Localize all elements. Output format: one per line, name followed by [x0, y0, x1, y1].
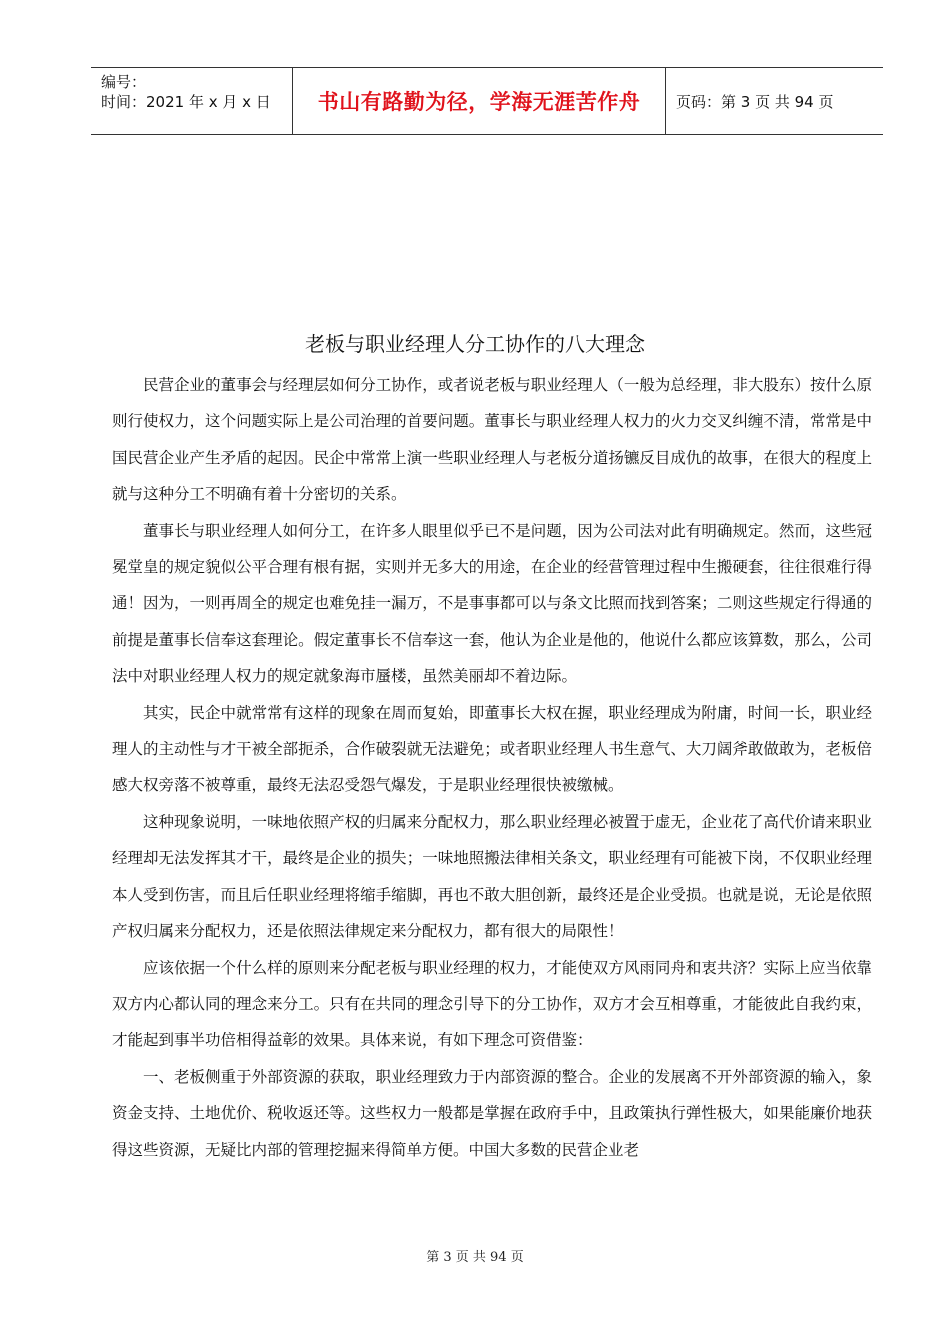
- header-page-info: 页码：第 3 页 共 94 页: [676, 92, 834, 111]
- body-paragraph: 应该依据一个什么样的原则来分配老板与职业经理的权力，才能使双方风雨同舟和衷共济？实际上应当依靠双方内心都认同的理念来分工。只有在共同的理念引导下的分工协作，双方才会互相尊重，才能彼此自我约束，才能起到事半功倍相得益彰的效果。具体来说，有如下理念可资借鉴：: [112, 958, 872, 1050]
- header-meta-cell: [91, 68, 293, 134]
- header-motto: 书山有路勤为径，学海无涯苦作舟: [293, 68, 666, 134]
- body-paragraph: 一、老板侧重于外部资源的获取，职业经理致力于内部资源的整合。企业的发展离不开外部资源的输入，象资金支持、土地优价、税收返还等。这些权力一般都是掌握在政府手中，且政策执行弹性极大，如果能廉价地获得这些资源，无疑比内部的管理挖掘来得简单方便。中国大多数的民营企业老: [112, 1067, 872, 1159]
- document-number-label: 编号：: [101, 73, 147, 91]
- document-header: [91, 67, 883, 135]
- document-body: [112, 367, 872, 1168]
- document-title: 老板与职业经理人分工协作的八大理念: [305, 332, 645, 356]
- body-paragraph: 董事长与职业经理人如何分工，在许多人眼里似乎已不是问题，因为公司法对此有明确规定。然而，这些冠冕堂皇的规定貌似公平合理有根有据，实则并无多大的用途，在企业的经营管理过程中生搬硬套，往往很难行得通！因为，一则再周全的规定也难免挂一漏万，不是事事都可以与条文比照而找到答案；二则这些规定行得通的前提是董事长信奉这套理论。假定董事长不信奉这一套，他认为企业是他的，他说什么都应该算数，那么，公司法中对职业经理人权力的规定就象海市蜃楼，虽然美丽却不着边际。: [112, 521, 872, 686]
- page-footer: 第 3 页 共 94 页: [426, 1250, 524, 1265]
- body-paragraph: 这种现象说明，一味地依照产权的归属来分配权力，那么职业经理必被置于虚无，企业花了高代价请来职业经理却无法发挥其才干，最终是企业的损失；一味地照搬法律相关条文，职业经理有可能被下岗，不仅职业经理本人受到伤害，而且后任职业经理将缩手缩脚，再也不敢大胆创新，最终还是企业受损。也就是说，无论是依照产权归属来分配权力，还是依照法律规定来分配权力，都有很大的局限性！: [112, 812, 872, 941]
- body-paragraph: 民营企业的董事会与经理层如何分工协作，或者说老板与职业经理人（一般为总经理，非大股东）按什么原则行使权力，这个问题实际上是公司治理的首要问题。董事长与职业经理人权力的火力交叉纠缠不清，常常是中国民营企业产生矛盾的起因。民企中常常上演一些职业经理人与老板分道扬镳反目成仇的故事，在很大的程度上就与这种分工不明确有着十分密切的关系。: [112, 376, 872, 504]
- body-paragraph: 其实，民企中就常常有这样的现象在周而复始，即董事长大权在握，职业经理成为附庸，时间一长，职业经理人的主动性与才干被全部扼杀，合作破裂就无法避免；或者职业经理人书生意气、大刀阔斧敢做敢为，老板倍感大权旁落不被尊重，最终无法忍受怨气爆发，于是职业经理很快被缴械。: [112, 703, 872, 795]
- document-time-label: 时间：2021 年 x 月 x 日: [101, 93, 271, 111]
